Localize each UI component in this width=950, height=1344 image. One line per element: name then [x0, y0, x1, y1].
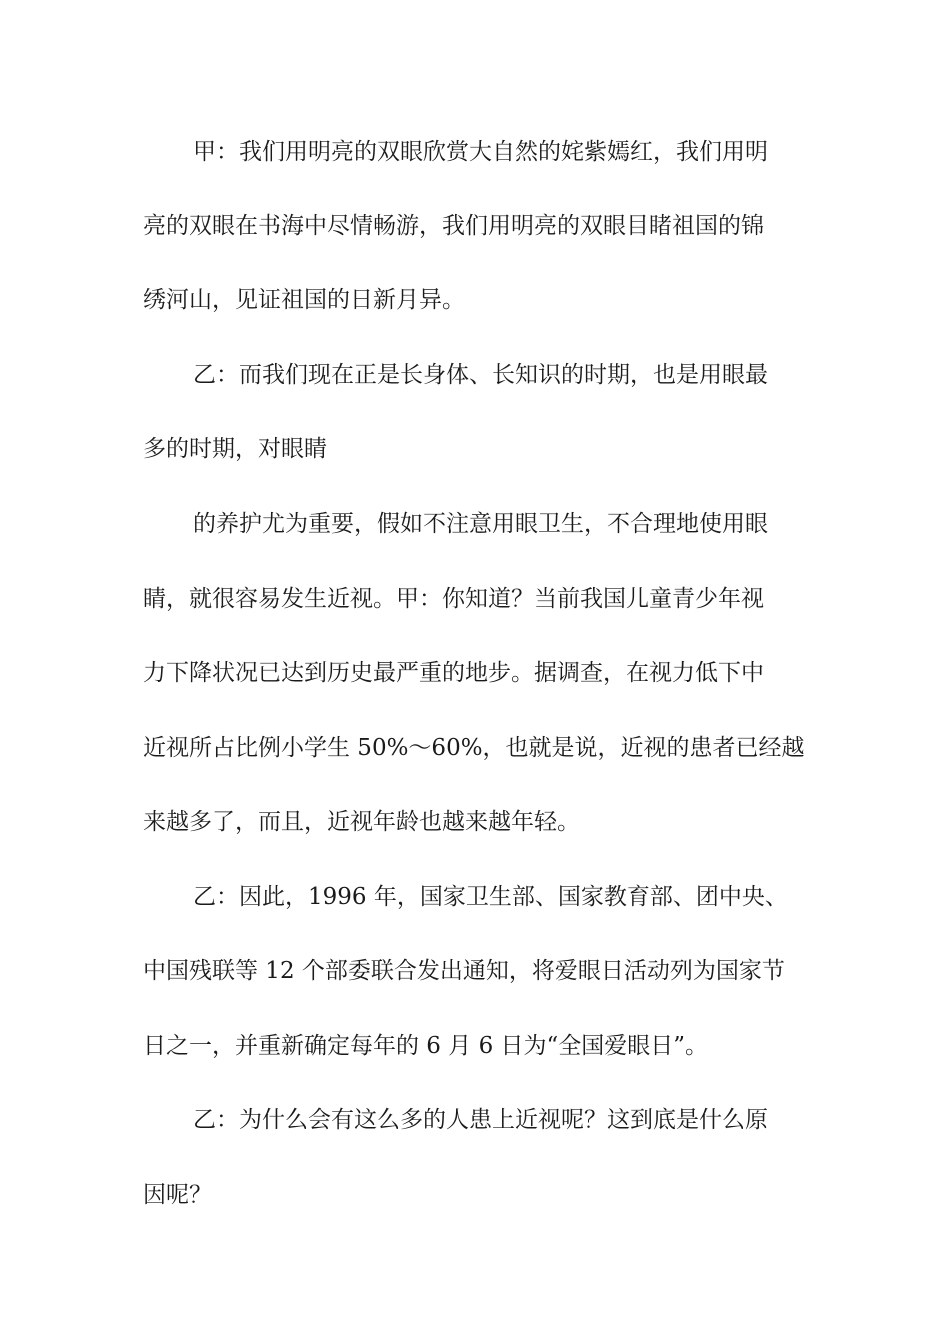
text-line: 因呢？ [143, 1182, 212, 1208]
text-line: 甲：我们用明亮的双眼欣赏大自然的姹紫嫣红，我们用明 [193, 139, 768, 165]
text-line: 来越多了，而且，近视年龄也越来越年轻。 [143, 809, 580, 835]
text-line: 睛，就很容易发生近视。甲：你知道？当前我国儿童青少年视 [143, 586, 764, 612]
text-line: 多的时期，对眼睛 [143, 436, 327, 462]
text-line: 力下降状况已达到历史最严重的地步。据调查，在视力低下中 [143, 660, 764, 686]
text-line: 绣河山，见证祖国的日新月异。 [143, 287, 465, 313]
text-line: 亮的双眼在书海中尽情畅游，我们用明亮的双眼目睹祖国的锦 [143, 213, 764, 239]
text-line: 日之一，并重新确定每年的 6 月 6 日为“全国爱眼日”。 [143, 1033, 709, 1059]
text-line: 的养护尤为重要，假如不注意用眼卫生，不合理地使用眼 [193, 511, 768, 537]
text-line: 乙：为什么会有这么多的人患上近视呢？这到底是什么原 [193, 1107, 768, 1133]
text-line: 乙：因此，1996 年，国家卫生部、国家教育部、团中央、 [193, 884, 788, 910]
text-line: 中国残联等 12 个部委联合发出通知，将爱眼日活动列为国家节 [143, 958, 785, 984]
text-line: 近视所占比例小学生 50%～60%，也就是说，近视的患者已经越 [143, 735, 805, 761]
text-line: 乙：而我们现在正是长身体、长知识的时期，也是用眼最 [193, 362, 768, 388]
